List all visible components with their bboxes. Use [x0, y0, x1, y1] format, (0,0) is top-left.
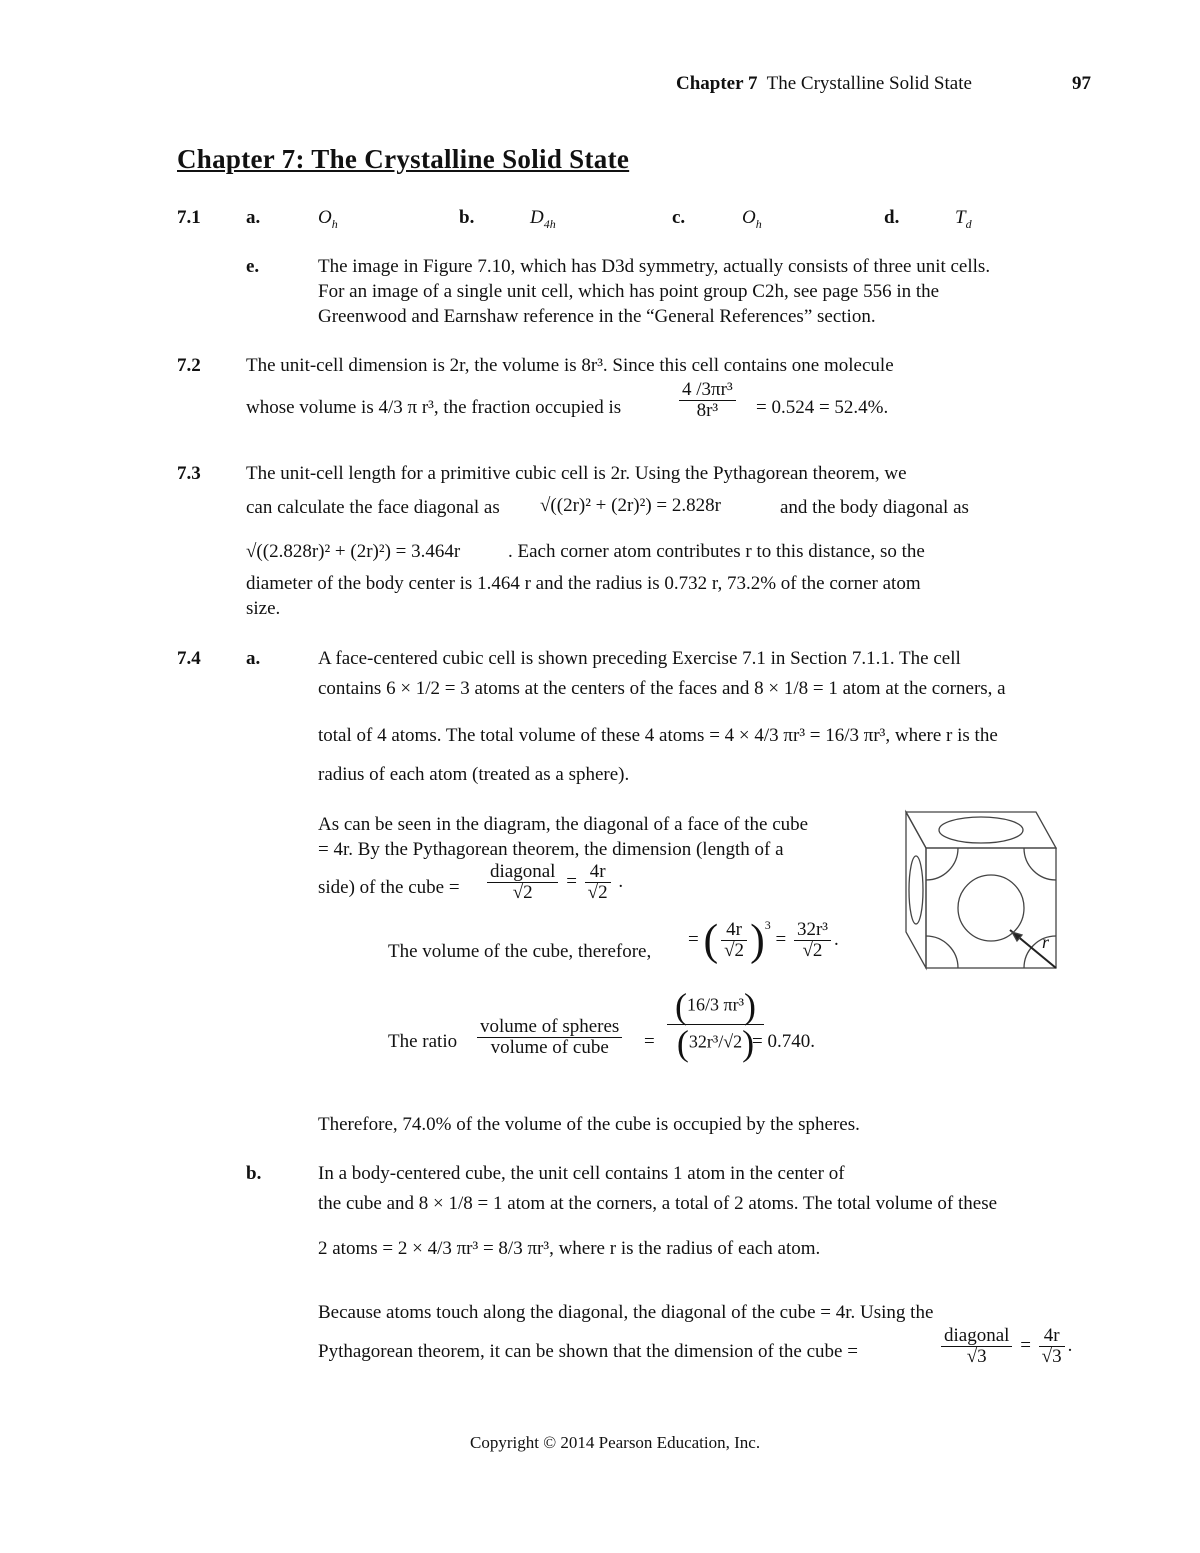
text-line: can calculate the face diagonal as	[246, 497, 500, 518]
fraction-denominator: √2	[802, 939, 823, 961]
problem-number-7-4: 7.4	[177, 648, 201, 669]
fraction-denominator: 8r³	[696, 399, 719, 421]
fraction-denominator: √2	[587, 881, 608, 903]
header-chapter-label: Chapter 7	[676, 73, 758, 94]
text-line: The unit-cell length for a primitive cubic cell is 2r. Using the Pythagorean theorem, we	[246, 463, 907, 484]
text-line: 2 atoms = 2 × 4/3 πr³ = 8/3 πr³, where r is the radius of each atom.	[318, 1238, 821, 1259]
part-label-a: a.	[246, 648, 261, 669]
text-line: contains 6 × 1/2 = 3 atoms at the centers of the faces and 8 × 1/8 = 1 atom at the corners, a	[318, 678, 1006, 699]
fraction	[676, 380, 739, 421]
text-line: Because atoms touch along the diagonal, the diagonal of the cube = 4r. Using the	[318, 1302, 934, 1323]
text-line: A face-centered cubic cell is shown preceding Exercise 7.1 in Section 7.1.1. The cell	[318, 648, 961, 669]
fraction-numerator: 16/3 πr³	[687, 994, 744, 1015]
fraction-denominator: 32r³/√2	[688, 1031, 743, 1052]
ratio-words	[474, 1017, 625, 1058]
text-line: diameter of the body center is 1.464 r and the radius is 0.732 r, 73.2% of the corner atom	[246, 573, 921, 594]
text-line: As can be seen in the diagram, the diagonal of a face of the cube	[318, 814, 809, 835]
top-face-atom	[939, 817, 1023, 843]
volume-expression: = ( $\frac{4r}{√2}$ )$^3$ = $\frac{\text{32r³}}{√2}$ .	[688, 915, 839, 965]
text-line: The ratio	[388, 1031, 458, 1052]
fraction-denominator: √3	[1041, 1345, 1062, 1367]
answer-c: $O_h$	[742, 207, 762, 231]
text-line: The unit-cell dimension is 2r, the volume is 8r³. Since this cell contains one molecule	[246, 355, 894, 376]
header-chapter-title: The Crystalline Solid State	[766, 73, 972, 94]
side-length-expression: $\frac{\text{diagonal}}{√2}$ = $\frac{4r}{√2}$ .	[484, 862, 623, 903]
part-label-d: d.	[884, 207, 900, 228]
fraction-denominator: √2	[724, 939, 745, 961]
face-center-atom	[958, 875, 1024, 941]
text-line: and the body diagonal as	[780, 497, 969, 518]
exponent: 3	[764, 918, 771, 932]
answer-d: $T_d$	[955, 207, 972, 231]
page-title: Chapter 7: The Crystalline Solid State	[177, 144, 630, 174]
text-line: Pythagorean theorem, it can be shown that the dimension of the cube =	[318, 1341, 858, 1362]
page-number: 97	[1072, 73, 1091, 94]
fraction-numerator: diagonal	[941, 1326, 1012, 1347]
text-line: For an image of a single unit cell, which has point group C2h, see page 556 in the	[318, 281, 940, 302]
answer-a: $O_h$	[318, 207, 338, 231]
corner-atom	[926, 936, 958, 968]
side-face-atom	[909, 856, 923, 924]
text-line: . Each corner atom contributes r to this distance, so the	[508, 541, 925, 562]
face-centered-cube-figure	[900, 808, 1065, 974]
problem-number-7-3: 7.3	[177, 463, 201, 484]
problem-number-7-1: 7.1	[177, 207, 201, 228]
text-line: the cube and 8 × 1/8 = 1 atom at the corners, a total of 2 atoms. The total volume of these	[318, 1193, 998, 1214]
text-line: Therefore, 74.0% of the volume of the cube is occupied by the spheres.	[318, 1114, 860, 1135]
text-line: total of 4 atoms. The total volume of these 4 atoms = 4 × 4/3 πr³ = 16/3 πr³, where r is the	[318, 725, 998, 746]
cube-dimension-expression: $\frac{\text{diagonal}}{√3}$ = $\frac{4r}{√3}$ .	[938, 1326, 1072, 1367]
fraction-numerator: 4 /3πr³	[679, 380, 736, 401]
result-text: = 0.524 = 52.4%.	[756, 397, 889, 418]
corner-atom	[1024, 848, 1056, 880]
fraction-numerator: 4r	[1039, 1326, 1065, 1347]
text-line: size.	[246, 598, 281, 619]
part-label-c: c.	[672, 207, 686, 228]
fraction-numerator: 32r³	[794, 920, 831, 941]
part-label-b: b.	[459, 207, 475, 228]
fraction-numerator: 4r	[585, 862, 611, 883]
text-line: Greenwood and Earnshaw reference in the “General References” section.	[318, 306, 876, 327]
text-line: In a body-centered cube, the unit cell contains 1 atom in the center of	[318, 1163, 845, 1184]
text-line: side) of the cube =	[318, 877, 460, 898]
face-diagonal-expression: √((2r)² + (2r)²) = 2.828r	[540, 495, 721, 516]
text-line: radius of each atom (treated as a sphere).	[318, 764, 630, 785]
copyright-footer: Copyright © 2014 Pearson Education, Inc.	[470, 1433, 761, 1452]
part-label-e: e.	[246, 256, 260, 277]
problem-number-7-2: 7.2	[177, 355, 201, 376]
corner-atom	[926, 848, 958, 880]
running-header	[676, 73, 972, 95]
fraction-denominator: volume of cube	[490, 1036, 609, 1058]
cube-front-face	[926, 848, 1056, 968]
fraction-denominator: √2	[512, 881, 533, 903]
body-diagonal-expression: √((2.828r)² + (2r)²) = 3.464r	[246, 541, 461, 562]
text-line: The volume of the cube, therefore,	[388, 941, 652, 962]
text-line: The image in Figure 7.10, which has D3d symmetry, actually consists of three unit cells.	[318, 256, 991, 277]
fraction-numerator: volume of spheres	[477, 1017, 622, 1038]
part-label-a: a.	[246, 207, 261, 228]
fraction-numerator: 4r	[721, 920, 747, 941]
part-label-b: b.	[246, 1163, 262, 1184]
answer-b: $D_{4h}$	[530, 207, 556, 231]
fraction-denominator: √3	[966, 1345, 987, 1367]
equals-sign: =	[644, 1031, 655, 1052]
result-text: = 0.740.	[752, 1031, 815, 1052]
ratio-fraction: $\frac{\text{(16/3 πr³)}}{\text{(32r³/√2)}}$	[664, 988, 767, 1062]
text-line: = 4r. By the Pythagorean theorem, the dimension (length of a	[318, 839, 784, 860]
fraction-numerator: diagonal	[487, 862, 558, 883]
text-line: whose volume is 4/3 π r³, the fraction occupied is	[246, 397, 622, 418]
radius-label: r	[1042, 932, 1050, 952]
